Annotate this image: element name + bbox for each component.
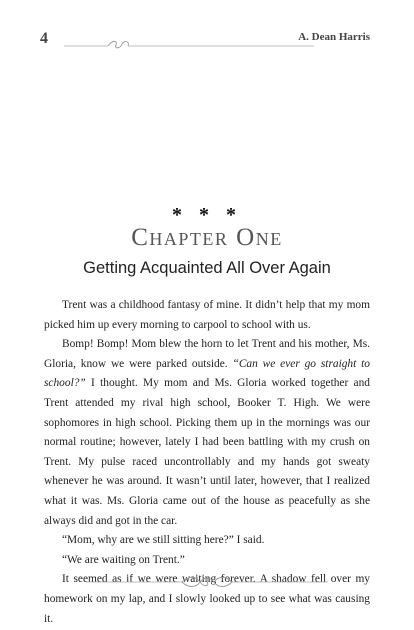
paragraph: “Mom, why are we still sitting here?” I said.	[62, 534, 265, 547]
page-number: 4	[40, 30, 48, 47]
paragraph: It seemed as if we were waiting forever. A shadow fell over my homework on my lap, and I slowly looked up to see what was causing it.	[44, 573, 370, 625]
header-author: A. Dean Harris	[298, 31, 370, 43]
italic-quote: “Can we ever go straight to school?”	[44, 357, 371, 390]
paragraph-text: I thought. My mom and Ms. Gloria worked together and Trent attended my rival high school, Booker T. High. We were sophomores in high school. Picking them up in the mornings was our normal routine; however, lately I had been battling with my crush on Trent. My pulse raced uncontrollably and my hands got sweaty whenever he was around. It wasn’t until later, however, that I realized what it was. Ms. Gloria came out of the house as peacefully as she always did and got in the car.	[44, 377, 370, 527]
paragraph: Trent was a childhood fantasy of mine. It didn’t help that my mom picked him up every morning to carpool to school with us.	[44, 299, 370, 331]
section-break-stars: * * *	[172, 204, 242, 226]
paragraph: “We are waiting on Trent.”	[62, 553, 185, 566]
chapter-subtitle: Getting Acquainted All Over Again	[83, 259, 331, 277]
chapter-title: Chapter One	[131, 224, 283, 251]
footer-ornament-rule	[84, 574, 330, 590]
paragraph	[44, 335, 370, 531]
paragraph-text: Bomp! Bomp! Mom blew the horn to let Trent and his mother, Ms. Gloria, know we were parked outside.	[44, 338, 370, 370]
header-ornament-rule	[60, 36, 318, 50]
